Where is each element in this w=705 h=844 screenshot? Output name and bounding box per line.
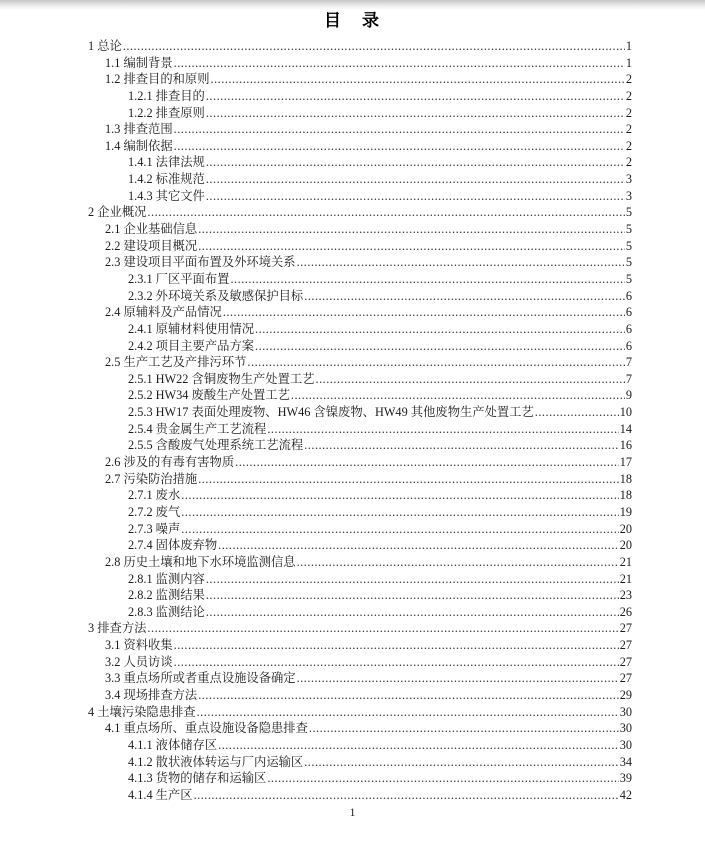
- toc-entry: [88, 204, 632, 221]
- toc-entry-text: 2.5.3 HW17 表面处理废物、HW46 含镍废物、HW49 其他废物生产处置工艺: [128, 405, 534, 420]
- toc-dot-leader: [197, 704, 619, 721]
- toc-entry-page-number: 14: [619, 421, 632, 436]
- toc-dot-leader: [198, 238, 625, 255]
- toc-entry: [88, 71, 632, 88]
- toc-entry: [88, 404, 632, 421]
- toc-entry: [88, 371, 632, 388]
- toc-entry: [88, 288, 632, 305]
- toc-entry-page-number: 7: [625, 355, 632, 370]
- toc-entry-text: 2.5.2 HW34 废酸生产处置工艺: [128, 388, 290, 403]
- toc-entry-text: 2.1 企业基础信息: [105, 222, 198, 237]
- toc-entry: [88, 437, 632, 454]
- toc-entry-page-number: 6: [625, 305, 632, 320]
- toc-dot-leader: [255, 338, 625, 355]
- toc-dot-leader: [206, 105, 625, 122]
- toc-entry: [88, 421, 632, 438]
- toc-entry-text: 2.8.2 监测结果: [128, 588, 205, 603]
- toc-dot-leader: [211, 71, 625, 88]
- toc-entry: [88, 471, 632, 488]
- toc-entry: [88, 554, 632, 571]
- toc-entry-page-number: 27: [619, 654, 632, 669]
- toc-dot-leader: [304, 754, 618, 771]
- toc-dot-leader: [304, 437, 618, 454]
- toc-entry-page-number: 20: [619, 538, 632, 553]
- toc-entry-page-number: 30: [619, 737, 632, 752]
- toc-dot-leader: [181, 521, 618, 538]
- toc-entry-text: 4.1.2 散状液体转运与厂内运输区: [128, 754, 304, 769]
- toc-entry: [88, 670, 632, 687]
- toc-entry-text: 1 总论: [88, 39, 122, 53]
- toc-entry-page-number: 30: [619, 721, 632, 736]
- toc-entry-text: 2.4.2 项目主要产品方案: [128, 338, 255, 353]
- toc-entry-text: 3.4 现场排查方法: [105, 687, 198, 702]
- toc-entry: [88, 321, 632, 338]
- toc-entry-text: 2.7.1 废水: [128, 488, 181, 503]
- toc-entry-page-number: 3: [625, 188, 632, 203]
- toc-entry-page-number: 29: [619, 687, 632, 702]
- toc-entry-text: 1.1 编制背景: [105, 55, 173, 70]
- toc-dot-leader: [230, 271, 624, 288]
- toc-entry: [88, 338, 632, 355]
- toc-dot-leader: [309, 720, 619, 737]
- toc-dot-leader: [206, 604, 619, 621]
- toc-entry-text: 1.2 排查目的和原则: [105, 72, 210, 87]
- toc-entry-page-number: 21: [619, 571, 632, 586]
- toc-entry-page-number: 5: [625, 271, 632, 286]
- toc-entry-page-number: 16: [619, 438, 632, 453]
- toc-entry: [88, 637, 632, 654]
- toc-entry: [88, 770, 632, 787]
- toc-dot-leader: [291, 387, 625, 404]
- toc-entry: [88, 654, 632, 671]
- toc-entry-text: 2.8.1 监测内容: [128, 571, 205, 586]
- toc-entry-text: 1.4.3 其它文件: [128, 188, 205, 203]
- toc-entry-text: 1.3 排查范围: [105, 122, 173, 137]
- toc-entry: [88, 487, 632, 504]
- toc-entry-text: 2.5 生产工艺及产排污环节: [105, 355, 247, 370]
- toc-dot-leader: [316, 371, 625, 388]
- toc-dot-leader: [147, 204, 624, 221]
- toc-entry-page-number: 1: [625, 39, 632, 53]
- toc-entry-text: 4.1.1 液体储存区: [128, 737, 218, 752]
- toc-entry-text: 3 排查方法: [88, 621, 147, 636]
- toc-dot-leader: [198, 687, 618, 704]
- toc-entry-text: 4.1.3 货物的储存和运输区: [128, 771, 267, 786]
- toc-entry-page-number: 2: [625, 155, 632, 170]
- toc-dot-leader: [206, 171, 625, 188]
- toc-entry-page-number: 26: [619, 604, 632, 619]
- toc-dot-leader: [235, 454, 619, 471]
- toc-entry-text: 2.2 建设项目概况: [105, 238, 198, 253]
- toc-entry: [88, 604, 632, 621]
- toc-entry: [88, 737, 632, 754]
- toc-dot-leader: [206, 587, 619, 604]
- toc-entry-page-number: 42: [619, 787, 632, 802]
- toc-entry: [88, 238, 632, 255]
- toc-entry: [88, 704, 632, 721]
- toc-entry-page-number: 17: [619, 455, 632, 470]
- toc-dot-leader: [198, 471, 618, 488]
- toc-entry: [88, 88, 632, 105]
- toc-entry-page-number: 39: [619, 771, 632, 786]
- toc-dot-leader: [181, 504, 618, 521]
- toc-entry-text: 3.3 重点场所或者重点设施设备确定: [105, 671, 296, 686]
- toc-entry-page-number: 2: [625, 122, 632, 137]
- toc-entry-text: 2.7.4 固体废弃物: [128, 538, 218, 553]
- toc-dot-leader: [174, 121, 625, 138]
- toc-entry-page-number: 18: [619, 488, 632, 503]
- toc-entry-page-number: 2: [625, 72, 632, 87]
- toc-entry: [88, 537, 632, 554]
- toc-entry: [88, 221, 632, 238]
- toc-entry-text: 2.5.5 含酸废气处理系统工艺流程: [128, 438, 304, 453]
- toc-entry: [88, 188, 632, 205]
- toc-entry-page-number: 27: [619, 621, 632, 636]
- toc-entry: [88, 354, 632, 371]
- toc-entry: [88, 787, 632, 804]
- toc-entry-page-number: 2: [625, 88, 632, 103]
- toc-entry: [88, 105, 632, 122]
- toc-entry-text: 2.6 涉及的有毒有害物质: [105, 455, 235, 470]
- toc-entry-text: 2.3.1 厂区平面布置: [128, 271, 230, 286]
- toc-entry-page-number: 10: [619, 405, 632, 420]
- toc-entry-text: 1.4.2 标准规范: [128, 172, 205, 187]
- toc-entry-text: 3.1 资料收集: [105, 638, 173, 653]
- toc-entry-text: 2 企业概况: [88, 205, 147, 220]
- toc-entry: [88, 304, 632, 321]
- toc-dot-leader: [198, 221, 625, 238]
- toc-entry-page-number: 1: [625, 55, 632, 70]
- toc-entry-page-number: 30: [619, 704, 632, 719]
- toc-entry: [88, 620, 632, 637]
- toc-dot-leader: [174, 138, 625, 155]
- toc-dot-leader: [123, 38, 625, 55]
- toc-entry-page-number: 5: [625, 222, 632, 237]
- toc-entry-text: 2.5.1 HW22 含铜废物生产处置工艺: [128, 371, 315, 386]
- toc-entry: [88, 720, 632, 737]
- toc-entry-page-number: 3: [625, 172, 632, 187]
- toc-entry-text: 2.8.3 监测结论: [128, 604, 205, 619]
- toc-entry-page-number: 19: [619, 504, 632, 519]
- toc-entry: [88, 754, 632, 771]
- toc-entry-text: 1.2.1 排查目的: [128, 88, 205, 103]
- toc-entry: [88, 121, 632, 138]
- toc-entry-text: 2.4 原辅料及产品情况: [105, 305, 222, 320]
- toc-entry-page-number: 21: [619, 554, 632, 569]
- toc-entry-page-number: 7: [625, 371, 632, 386]
- toc-entry: [88, 55, 632, 72]
- toc-entry: [88, 154, 632, 171]
- toc-entry-text: 2.8 历史土壤和地下水环境监测信息: [105, 554, 296, 569]
- toc-dot-leader: [206, 88, 625, 105]
- toc-entry: [88, 587, 632, 604]
- toc-entry-text: 2.5.4 贵金属生产工艺流程: [128, 421, 267, 436]
- toc-entry-text: 2.7.2 废气: [128, 504, 181, 519]
- toc-dot-leader: [223, 304, 625, 321]
- toc-dot-leader: [218, 737, 619, 754]
- toc-entry-page-number: 2: [625, 105, 632, 120]
- toc-dot-leader: [181, 487, 618, 504]
- toc-dot-leader: [297, 554, 619, 571]
- toc-dot-leader: [267, 770, 618, 787]
- toc-entry-text: 3.2 人员访谈: [105, 654, 173, 669]
- toc-entry-page-number: 27: [619, 638, 632, 653]
- toc-entry: [88, 271, 632, 288]
- toc-entry: [88, 387, 632, 404]
- toc-dot-leader: [297, 254, 625, 271]
- toc-dot-leader: [174, 637, 619, 654]
- toc-entry-text: 1.4.1 法律法规: [128, 155, 205, 170]
- toc-dot-leader: [206, 154, 625, 171]
- toc-entry-text: 4.1.4 生产区: [128, 787, 193, 802]
- toc-entry-page-number: 9: [625, 388, 632, 403]
- toc-entry: [88, 571, 632, 588]
- toc-entry-page-number: 23: [619, 588, 632, 603]
- toc-dot-leader: [147, 620, 618, 637]
- toc-entry-text: 1.2.2 排查原则: [128, 105, 205, 120]
- toc-entry-page-number: 2: [625, 138, 632, 153]
- toc-entry-text: 2.3 建设项目平面布置及外环境关系: [105, 255, 296, 270]
- toc-dot-leader: [206, 188, 625, 205]
- toc-dot-leader: [218, 537, 619, 554]
- toc-dot-leader: [535, 404, 619, 421]
- toc-dot-leader: [267, 421, 618, 438]
- toc-entry-page-number: 6: [625, 321, 632, 336]
- toc-entry-page-number: 18: [619, 471, 632, 486]
- toc-list: [88, 38, 632, 803]
- toc-dot-leader: [304, 288, 625, 305]
- toc-entry-text: 4.1 重点场所、重点设施设备隐患排查: [105, 721, 308, 736]
- toc-dot-leader: [206, 571, 619, 588]
- toc-entry: [88, 138, 632, 155]
- toc-entry-page-number: 34: [619, 754, 632, 769]
- toc-entry: [88, 504, 632, 521]
- toc-entry: [88, 454, 632, 471]
- footer-page-number: 1: [349, 807, 356, 819]
- toc-entry: [88, 171, 632, 188]
- toc-entry-text: 2.7 污染防治措施: [105, 471, 198, 486]
- toc-dot-leader: [174, 55, 625, 72]
- toc-entry-page-number: 5: [625, 238, 632, 253]
- toc-entry-text: 2.3.2 外环境关系及敏感保护目标: [128, 288, 304, 303]
- toc-entry-text: 4 土壤污染隐患排查: [88, 704, 196, 719]
- toc-entry-text: 1.4 编制依据: [105, 138, 173, 153]
- toc-dot-leader: [194, 787, 619, 804]
- toc-entry-page-number: 6: [625, 338, 632, 353]
- toc-dot-leader: [255, 321, 625, 338]
- toc-entry-text: 2.7.3 噪声: [128, 521, 181, 536]
- toc-entry: [88, 521, 632, 538]
- toc-dot-leader: [247, 354, 624, 371]
- toc-entry: [88, 38, 632, 55]
- toc-entry-page-number: 5: [625, 255, 632, 270]
- toc-dot-leader: [297, 670, 619, 687]
- toc-entry-page-number: 27: [619, 671, 632, 686]
- toc-entry: [88, 687, 632, 704]
- page-title: 目 录: [324, 11, 381, 30]
- toc-entry: [88, 254, 632, 271]
- toc-dot-leader: [174, 654, 619, 671]
- toc-entry-page-number: 6: [625, 288, 632, 303]
- toc-entry-page-number: 20: [619, 521, 632, 536]
- toc-entry-page-number: 5: [625, 205, 632, 220]
- toc-entry-text: 2.4.1 原辅材料使用情况: [128, 321, 255, 336]
